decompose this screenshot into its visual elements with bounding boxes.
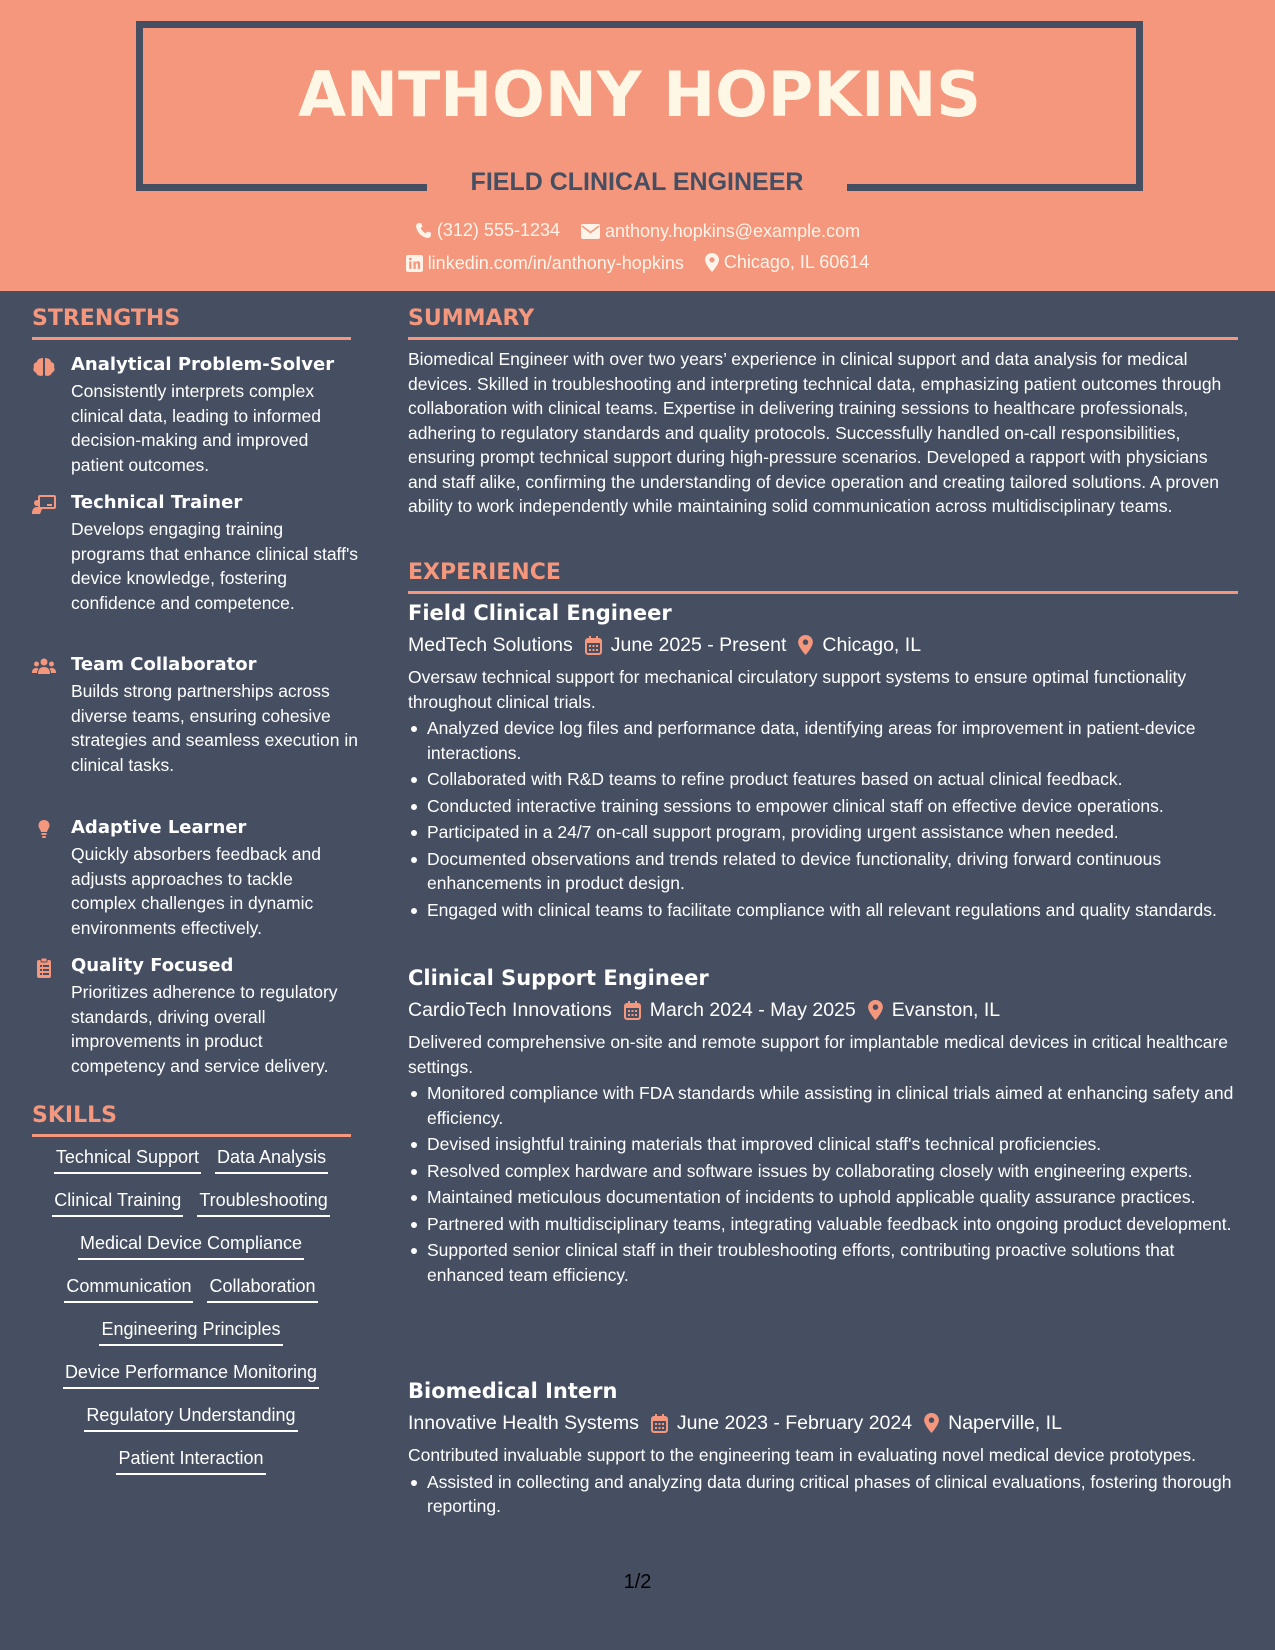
page-number: 1/2 bbox=[623, 1571, 652, 1593]
job-location: Naperville, IL bbox=[948, 1412, 1062, 1434]
lightbulb-icon bbox=[32, 820, 56, 840]
summary-heading: SUMMARY bbox=[408, 306, 535, 331]
map-marker-icon bbox=[798, 635, 813, 655]
job-company: Innovative Health Systems bbox=[408, 1412, 639, 1434]
job-title: Field Clinical Engineer bbox=[408, 601, 672, 625]
job-company: MedTech Solutions bbox=[408, 634, 573, 656]
calendar-icon bbox=[624, 1001, 641, 1020]
job-bullet: Monitored compliance with FDA standards while assisting in clinical trials aimed at enhancing safety and efficiency. bbox=[427, 1081, 1238, 1130]
email-contact[interactable] bbox=[581, 221, 860, 242]
job-meta bbox=[408, 630, 1238, 660]
job-dates: June 2025 - Present bbox=[610, 634, 787, 656]
location-text: Chicago, IL 60614 bbox=[723, 252, 870, 272]
job-location: Chicago, IL bbox=[822, 634, 922, 656]
job-meta bbox=[408, 1408, 1238, 1438]
summary-rule bbox=[408, 337, 1238, 340]
skill-tag: Communication bbox=[64, 1274, 193, 1303]
job-meta bbox=[408, 995, 1238, 1025]
job-entry bbox=[408, 964, 1238, 1287]
linkedin-contact[interactable] bbox=[406, 253, 684, 274]
skills-list bbox=[32, 1145, 350, 1475]
strength-desc: Builds strong partnerships across diverse teams, ensuring cohesive strategies and seamless execution in clinical tasks. bbox=[71, 681, 358, 775]
phone-number: (312) 555-1234 bbox=[436, 220, 560, 240]
strength-desc: Quickly absorbers feedback and adjusts approaches to tackle complex challenges in dynamic environments effectively. bbox=[71, 844, 321, 938]
strength-desc: Consistently interprets complex clinical data, leading to informed decision-making and improved patient outcomes. bbox=[71, 381, 322, 475]
job-bullet: Devised insightful training materials that improved clinical staff's technical proficiencies. bbox=[427, 1132, 1238, 1157]
job-bullet: Maintained meticulous documentation of incidents to uphold applicable quality assurance practices. bbox=[427, 1185, 1238, 1210]
job-company: CardioTech Innovations bbox=[408, 999, 612, 1021]
skill-tag: Medical Device Compliance bbox=[78, 1231, 304, 1260]
calendar-icon bbox=[651, 1414, 668, 1433]
location-contact bbox=[705, 252, 869, 273]
phone-contact[interactable] bbox=[415, 220, 560, 241]
experience-rule bbox=[408, 591, 1238, 594]
linkedin-icon bbox=[406, 255, 423, 272]
job-entry bbox=[408, 1377, 1238, 1519]
job-bullet: Participated in a 24/7 on-call support program, providing urgent assistance when needed. bbox=[427, 820, 1238, 845]
job-bullets bbox=[408, 1470, 1238, 1519]
job-bullet: Analyzed device log files and performance data, identifying areas for improvement in patient-device interactions. bbox=[427, 716, 1238, 765]
skill-tag: Engineering Principles bbox=[99, 1317, 282, 1346]
strength-title: Analytical Problem-Solver bbox=[71, 354, 335, 375]
clipboard-list-icon bbox=[32, 958, 56, 978]
strength-title: Adaptive Learner bbox=[71, 817, 247, 838]
chalkboard-teacher-icon bbox=[32, 495, 56, 515]
strength-desc: Prioritizes adherence to regulatory standards, driving overall improvements in product competency and service delivery. bbox=[71, 982, 338, 1076]
experience-heading: EXPERIENCE bbox=[408, 560, 561, 585]
job-bullets bbox=[408, 716, 1238, 922]
phone-icon bbox=[415, 222, 432, 239]
skills-rule bbox=[32, 1134, 351, 1137]
envelope-icon bbox=[581, 224, 600, 239]
skills-heading: SKILLS bbox=[32, 1103, 117, 1128]
job-bullet: Documented observations and trends related to device functionality, driving forward continuous enhancements in product design. bbox=[427, 847, 1238, 896]
job-bullet: Resolved complex hardware and software issues by collaborating closely with engineering experts. bbox=[427, 1159, 1238, 1184]
skill-tag: Technical Support bbox=[54, 1145, 201, 1174]
brain-icon bbox=[32, 357, 56, 377]
strength-title: Technical Trainer bbox=[71, 492, 243, 513]
candidate-title: FIELD CLINICAL ENGINEER bbox=[470, 168, 804, 196]
skill-tag: Troubleshooting bbox=[197, 1188, 329, 1217]
job-dates: June 2023 - February 2024 bbox=[676, 1412, 913, 1434]
users-icon bbox=[32, 657, 56, 677]
strengths-heading: STRENGTHS bbox=[32, 306, 181, 331]
map-marker-icon bbox=[924, 1413, 939, 1433]
job-bullets bbox=[408, 1081, 1238, 1287]
skill-tag: Data Analysis bbox=[215, 1145, 328, 1174]
job-bullet: Collaborated with R&D teams to refine product features based on actual clinical feedback. bbox=[427, 767, 1238, 792]
strength-title: Quality Focused bbox=[71, 955, 234, 976]
job-bullet: Engaged with clinical teams to facilitate compliance with all relevant regulations and quality standards. bbox=[427, 898, 1238, 923]
job-bullet: Conducted interactive training sessions to empower clinical staff on effective device operations. bbox=[427, 794, 1238, 819]
job-title: Clinical Support Engineer bbox=[408, 966, 709, 990]
job-bullet: Supported senior clinical staff in their troubleshooting efforts, contributing proactive solutions that enhanced team efficiency. bbox=[427, 1238, 1238, 1287]
map-marker-icon bbox=[868, 1000, 883, 1020]
strengths-rule bbox=[32, 337, 351, 340]
summary-text: Biomedical Engineer with over two years’ experience in clinical support and data analysis for medical devices. Skilled in troubleshooting and interpreting technical data, emphasizing patient outcomes through collaboration with clinical teams. Expertise in delivering training sessions to healthcare professionals, adhering to regulatory standards and quality protocols. Successfully handled on-call responsibilities, ensuring prompt technical support during high-pressure scenarios. Developed a rapport with physicians and staff alike, confirming the understanding of device operation and creating tailored solutions. A proven ability to work independently while maintaining solid communication across multidisciplinary teams. bbox=[408, 349, 1222, 516]
calendar-icon bbox=[585, 636, 602, 655]
email-address: anthony.hopkins@example.com bbox=[605, 221, 861, 241]
skill-tag: Collaboration bbox=[207, 1274, 317, 1303]
map-marker-icon bbox=[705, 253, 719, 272]
job-title: Biomedical Intern bbox=[408, 1379, 618, 1403]
contact-row-2 bbox=[0, 252, 1275, 277]
contact-row-1 bbox=[0, 220, 1275, 244]
candidate-name: ANTHONY HOPKINS bbox=[298, 58, 981, 131]
strength-desc: Develops engaging training programs that enhance clinical staff's device knowledge, fostering confidence and competence. bbox=[71, 519, 359, 613]
job-entry bbox=[408, 599, 1238, 922]
skill-tag: Regulatory Understanding bbox=[84, 1403, 297, 1432]
job-description: Contributed invaluable support to the engineering team in evaluating novel medical device prototypes. bbox=[408, 1445, 1196, 1465]
job-description: Delivered comprehensive on-site and remote support for implantable medical devices in critical healthcare settings. bbox=[408, 1032, 1228, 1077]
job-bullet: Assisted in collecting and analyzing data during critical phases of clinical evaluations, fostering thorough reporting. bbox=[427, 1470, 1238, 1519]
job-description: Oversaw technical support for mechanical circulatory support systems to ensure optimal functionality throughout clinical trials. bbox=[408, 667, 1187, 712]
job-location: Evanston, IL bbox=[891, 999, 1001, 1021]
skill-tag: Clinical Training bbox=[52, 1188, 183, 1217]
strength-title: Team Collaborator bbox=[71, 654, 257, 675]
linkedin-url: linkedin.com/in/anthony-hopkins bbox=[427, 253, 684, 273]
job-bullet: Partnered with multidisciplinary teams, integrating valuable feedback into ongoing product development. bbox=[427, 1212, 1238, 1237]
skill-tag: Patient Interaction bbox=[116, 1446, 265, 1475]
skill-tag: Device Performance Monitoring bbox=[63, 1360, 319, 1389]
job-dates: March 2024 - May 2025 bbox=[649, 999, 856, 1021]
